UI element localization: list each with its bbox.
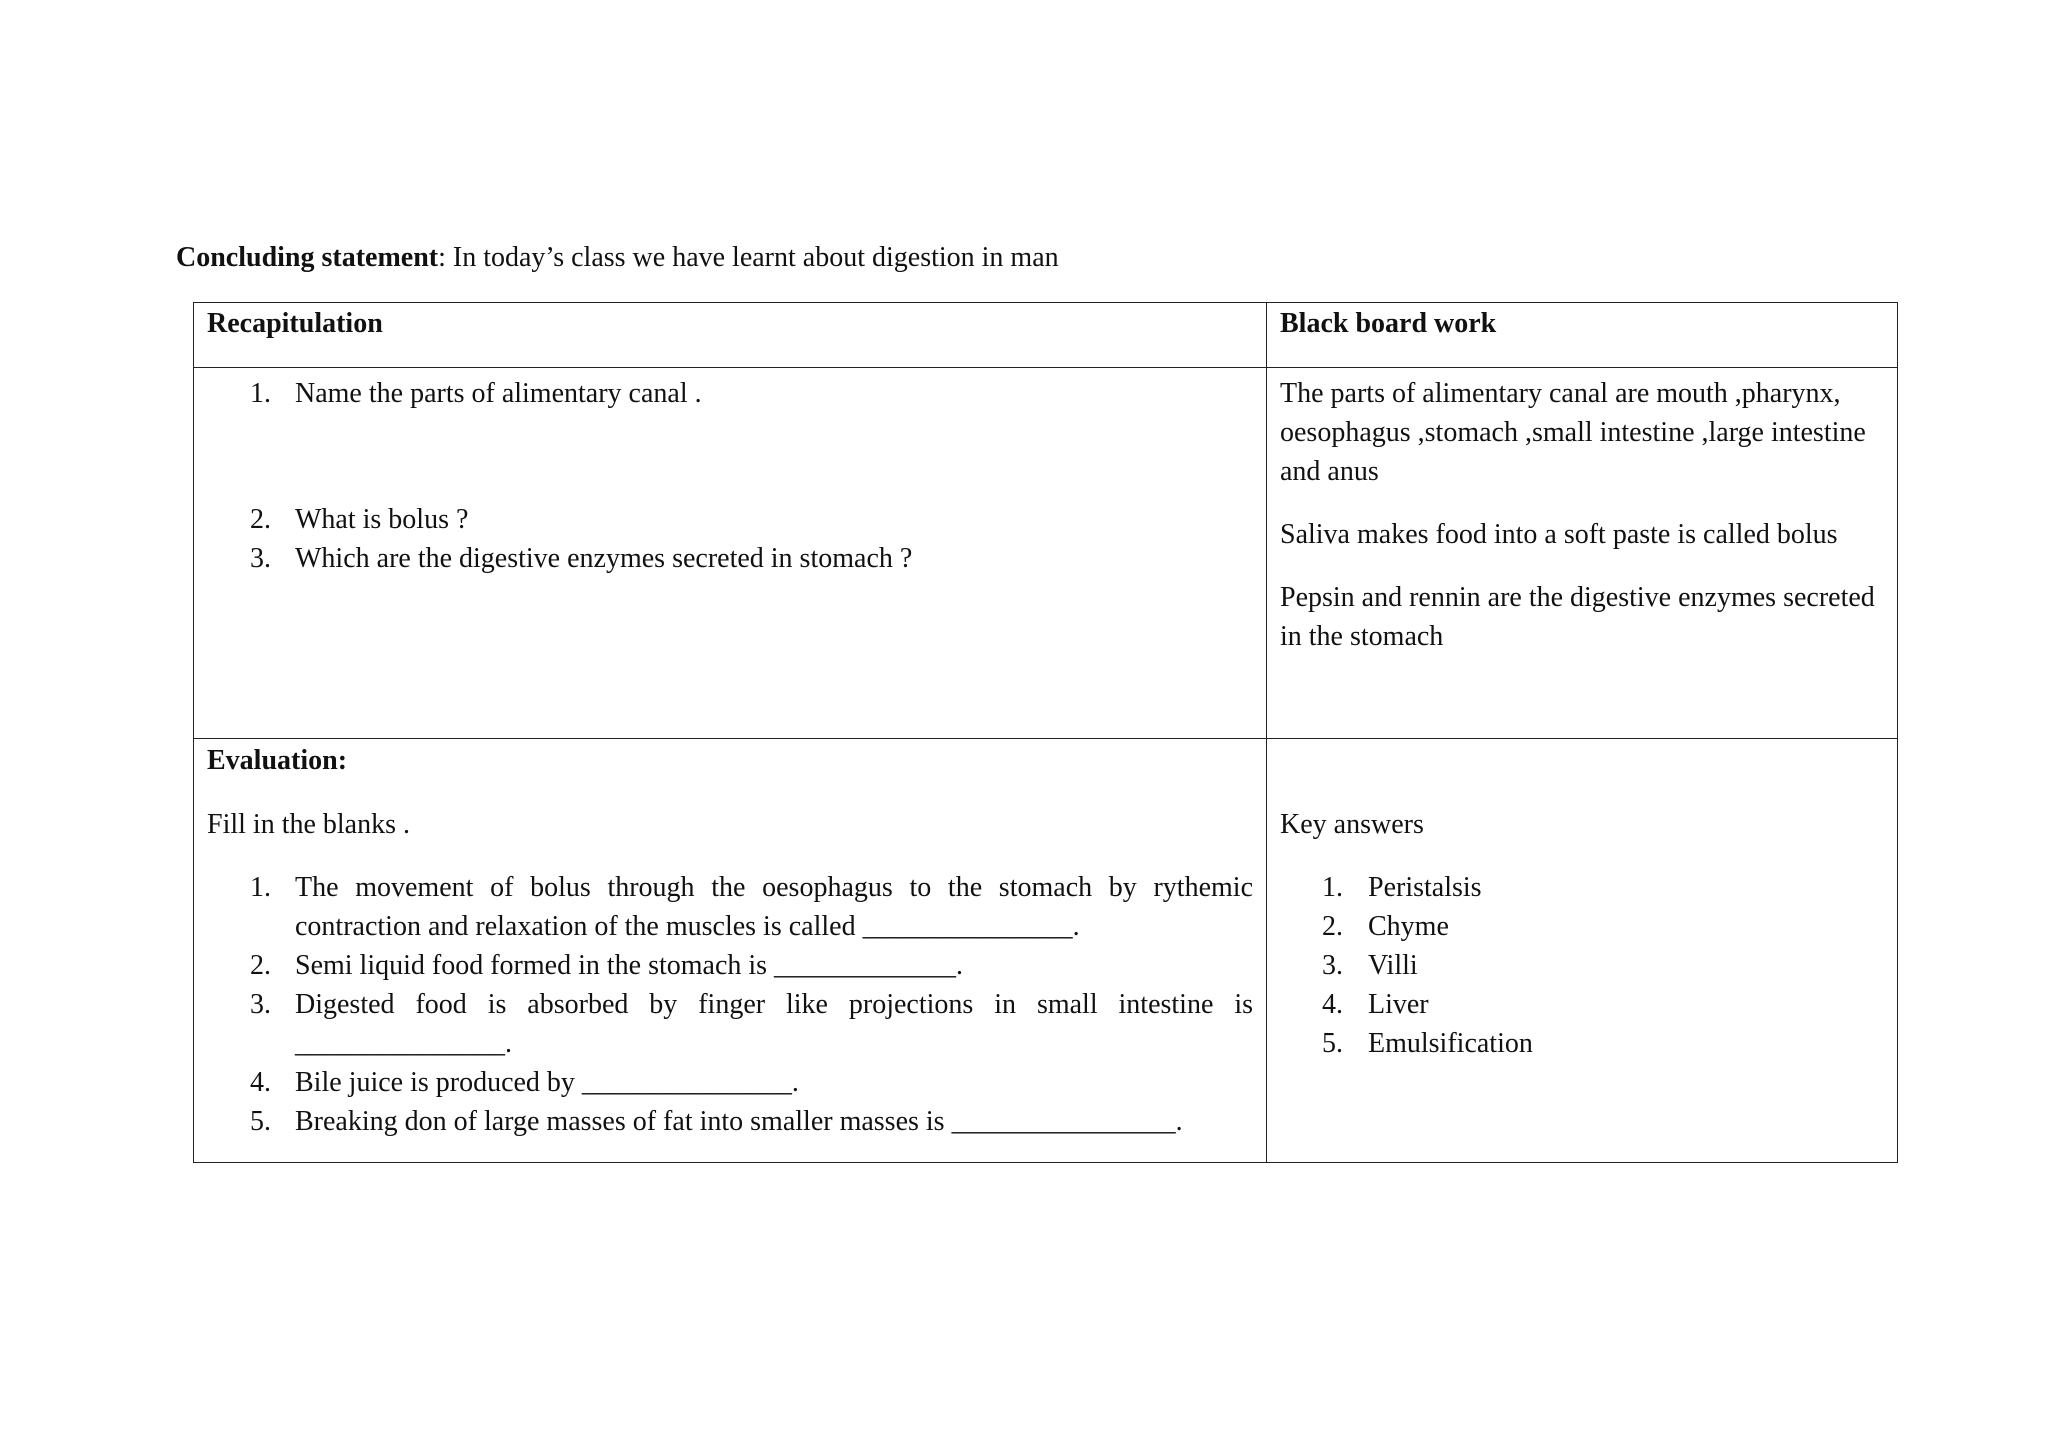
list-number: 1.	[250, 872, 271, 903]
key-answer-list	[1280, 868, 1884, 1063]
concluding-label: Concluding statement	[176, 242, 439, 273]
list-item	[1280, 868, 1884, 907]
recap-question: What is bolus ?	[295, 504, 469, 535]
list-item	[1280, 907, 1884, 946]
list-number: 2.	[250, 950, 271, 981]
list-number: 2.	[250, 504, 271, 535]
list-item	[207, 539, 1253, 578]
recap-questions-cell	[194, 368, 1267, 739]
key-answer: Peristalsis	[1368, 872, 1482, 903]
list-item	[207, 868, 1253, 946]
key-answer: Emulsification	[1368, 1028, 1533, 1059]
list-item	[207, 1063, 1253, 1102]
list-number: 5.	[250, 1106, 271, 1137]
blackboard-header: Black board work	[1280, 308, 1497, 339]
list-number: 2.	[1322, 911, 1343, 942]
list-number: 1.	[1322, 872, 1343, 903]
recap-board-cell	[1267, 368, 1898, 739]
board-answer: Saliva makes food into a soft paste is called bolus	[1280, 519, 1838, 550]
evaluation-question-list	[207, 868, 1253, 1141]
table-header-row	[194, 303, 1898, 368]
recap-row	[194, 368, 1898, 739]
list-number: 5.	[1322, 1028, 1343, 1059]
lesson-table	[193, 302, 1898, 1163]
recap-question-list	[207, 374, 1253, 578]
list-item	[207, 1102, 1253, 1141]
key-answers-title: Key answers	[1280, 809, 1424, 840]
evaluation-question: The movement of bolus through the oesophagus to the stomach by rythemic contraction and relaxation of the muscles is called _______________.	[295, 872, 1253, 942]
list-number: 3.	[250, 543, 271, 574]
recap-question: Which are the digestive enzymes secreted in stomach ?	[295, 543, 913, 574]
key-answer: Chyme	[1368, 911, 1449, 942]
list-item	[1280, 985, 1884, 1024]
list-number: 4.	[250, 1067, 271, 1098]
recapitulation-header: Recapitulation	[207, 308, 383, 339]
evaluation-question: Bile juice is produced by _______________.	[295, 1067, 799, 1098]
evaluation-question: Breaking don of large masses of fat into smaller masses is ________________.	[295, 1106, 1183, 1137]
recapitulation-header-cell	[194, 303, 1267, 368]
list-number: 3.	[1322, 950, 1343, 981]
board-answer: Pepsin and rennin are the digestive enzymes secreted in the stomach	[1280, 582, 1875, 652]
evaluation-instruction: Fill in the blanks .	[207, 809, 410, 840]
key-answer: Liver	[1368, 989, 1429, 1020]
board-answer: The parts of alimentary canal are mouth ,pharynx, oesophagus ,stomach ,small intestine ,large intestine and anus	[1280, 378, 1866, 487]
evaluation-title: Evaluation:	[207, 745, 348, 776]
evaluation-cell	[194, 739, 1267, 1163]
recap-question: Name the parts of alimentary canal .	[295, 378, 702, 409]
list-item	[207, 985, 1253, 1063]
evaluation-question: Digested food is absorbed by finger like projections in small intestine is _______________.	[295, 989, 1253, 1059]
list-item	[207, 500, 1253, 539]
list-item	[207, 946, 1253, 985]
list-number: 3.	[250, 989, 271, 1020]
key-answers-cell	[1267, 739, 1898, 1163]
blackboard-header-cell	[1267, 303, 1898, 368]
list-number: 4.	[1322, 989, 1343, 1020]
list-item	[207, 374, 1253, 413]
list-item	[1280, 1024, 1884, 1063]
key-answer: Villi	[1368, 950, 1418, 981]
concluding-statement	[176, 238, 1876, 277]
evaluation-question: Semi liquid food formed in the stomach is _____________.	[295, 950, 964, 981]
concluding-text: : In today’s class we have learnt about digestion in man	[438, 242, 1059, 273]
list-item	[1280, 946, 1884, 985]
evaluation-row	[194, 739, 1898, 1163]
list-number: 1.	[250, 378, 271, 409]
